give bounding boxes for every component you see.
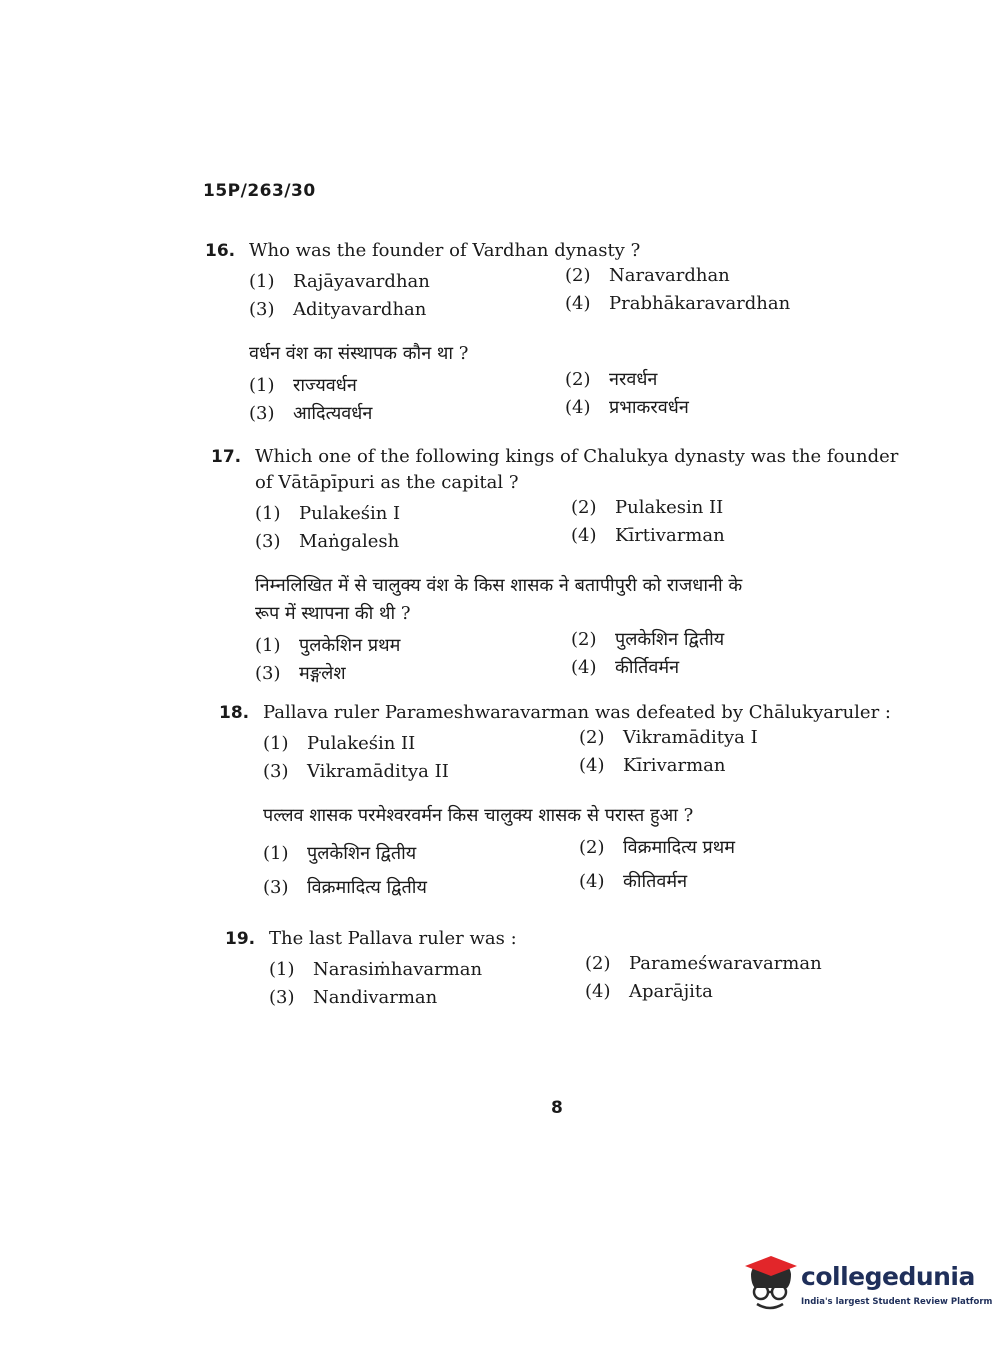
question-text-en: Pallava ruler Parameshwaravarman was defeated by Chālukyaruler : [263,702,891,723]
question-text-hi: वर्धन वंश का संस्थापक कौन था ? [249,343,469,364]
question-number: 16. [205,241,236,261]
option-3: (3) Vikramāditya II [263,761,449,782]
option-3: (3) Adityavardhan [249,299,427,320]
option-1: (1) Narasiṁhavarman [269,959,483,980]
option-4: (4) Prabhākaravardhan [565,293,791,314]
question-17 [211,444,899,690]
options-en [269,953,865,1014]
option-2: (2) Parameśwaravarman [585,953,822,974]
options-hi [263,837,879,906]
question-text-hi-cont: रूप में स्थापना की थी ? [255,603,411,624]
option-4: (4) Aparājita [585,981,713,1002]
option-2: (2) Pulakesin II [571,497,724,518]
options-en [255,497,891,558]
option-1: (1) पुलकेशिन प्रथम [255,635,401,656]
option-4: (4) कीर्तिवर्मन [571,657,680,678]
option-4: (4) कीतिवर्मन [579,871,688,892]
question-18 [219,700,891,906]
option-4: (4) Kīrivarman [579,755,726,776]
option-1: (1) राज्यवर्धन [249,375,357,396]
option-3: (3) मङ्गलेश [255,663,346,684]
options-en [263,727,879,788]
collegedunia-watermark [743,1252,993,1322]
question-text-hi: पल्लव शासक परमेश्वरवर्मन किस चालुक्य शासक से परास्त हुआ ? [263,805,694,826]
option-3: (3) Nandivarman [269,987,438,1008]
option-3: (3) आदित्यवर्धन [249,403,373,424]
options-en [249,265,805,326]
option-2: (2) नरवर्धन [565,369,658,390]
option-1: (1) Rajāyavardhan [249,271,430,292]
question-19 [225,926,865,1014]
mascot-icon [743,1254,799,1316]
options-hi [249,369,805,430]
option-3: (3) Maṅgalesh [255,531,400,552]
question-text-en: Who was the founder of Vardhan dynasty ? [249,240,641,261]
question-number: 18. [219,703,250,723]
option-2: (2) Vikramāditya I [579,727,758,748]
option-4: (4) प्रभाकरवर्धन [565,397,689,418]
question-text-en: Which one of the following kings of Chalukya dynasty was the founder [255,446,899,467]
brand-name: collegedunia [801,1262,975,1291]
question-text-en-cont: of Vātāpīpuri as the capital ? [255,472,519,493]
question-number: 19. [225,929,256,949]
option-4: (4) Kīrtivarman [571,525,725,546]
page-number: 8 [551,1098,563,1118]
options-hi [255,629,891,690]
option-2: (2) विक्रमादित्य प्रथम [579,837,736,858]
question-number: 17. [211,447,242,467]
option-2: (2) पुलकेशिन द्वितीय [571,629,725,650]
question-text-hi: निम्नलिखित में से चालुक्य वंश के किस शासक ने बतापीपुरी को राजधानी के [255,575,743,596]
option-1: (1) Pulakeśin II [263,733,416,754]
option-1: (1) Pulakeśin I [255,503,401,524]
option-1: (1) पुलकेशिन द्वितीय [263,843,417,864]
question-text-en: The last Pallava ruler was : [269,928,517,949]
option-2: (2) Naravardhan [565,265,730,286]
question-16 [205,238,805,430]
brand-tagline: India's largest Student Review Platform [801,1297,993,1307]
option-3: (3) विक्रमादित्य द्वितीय [263,877,427,898]
paper-code: 15P/263/30 [203,181,316,201]
